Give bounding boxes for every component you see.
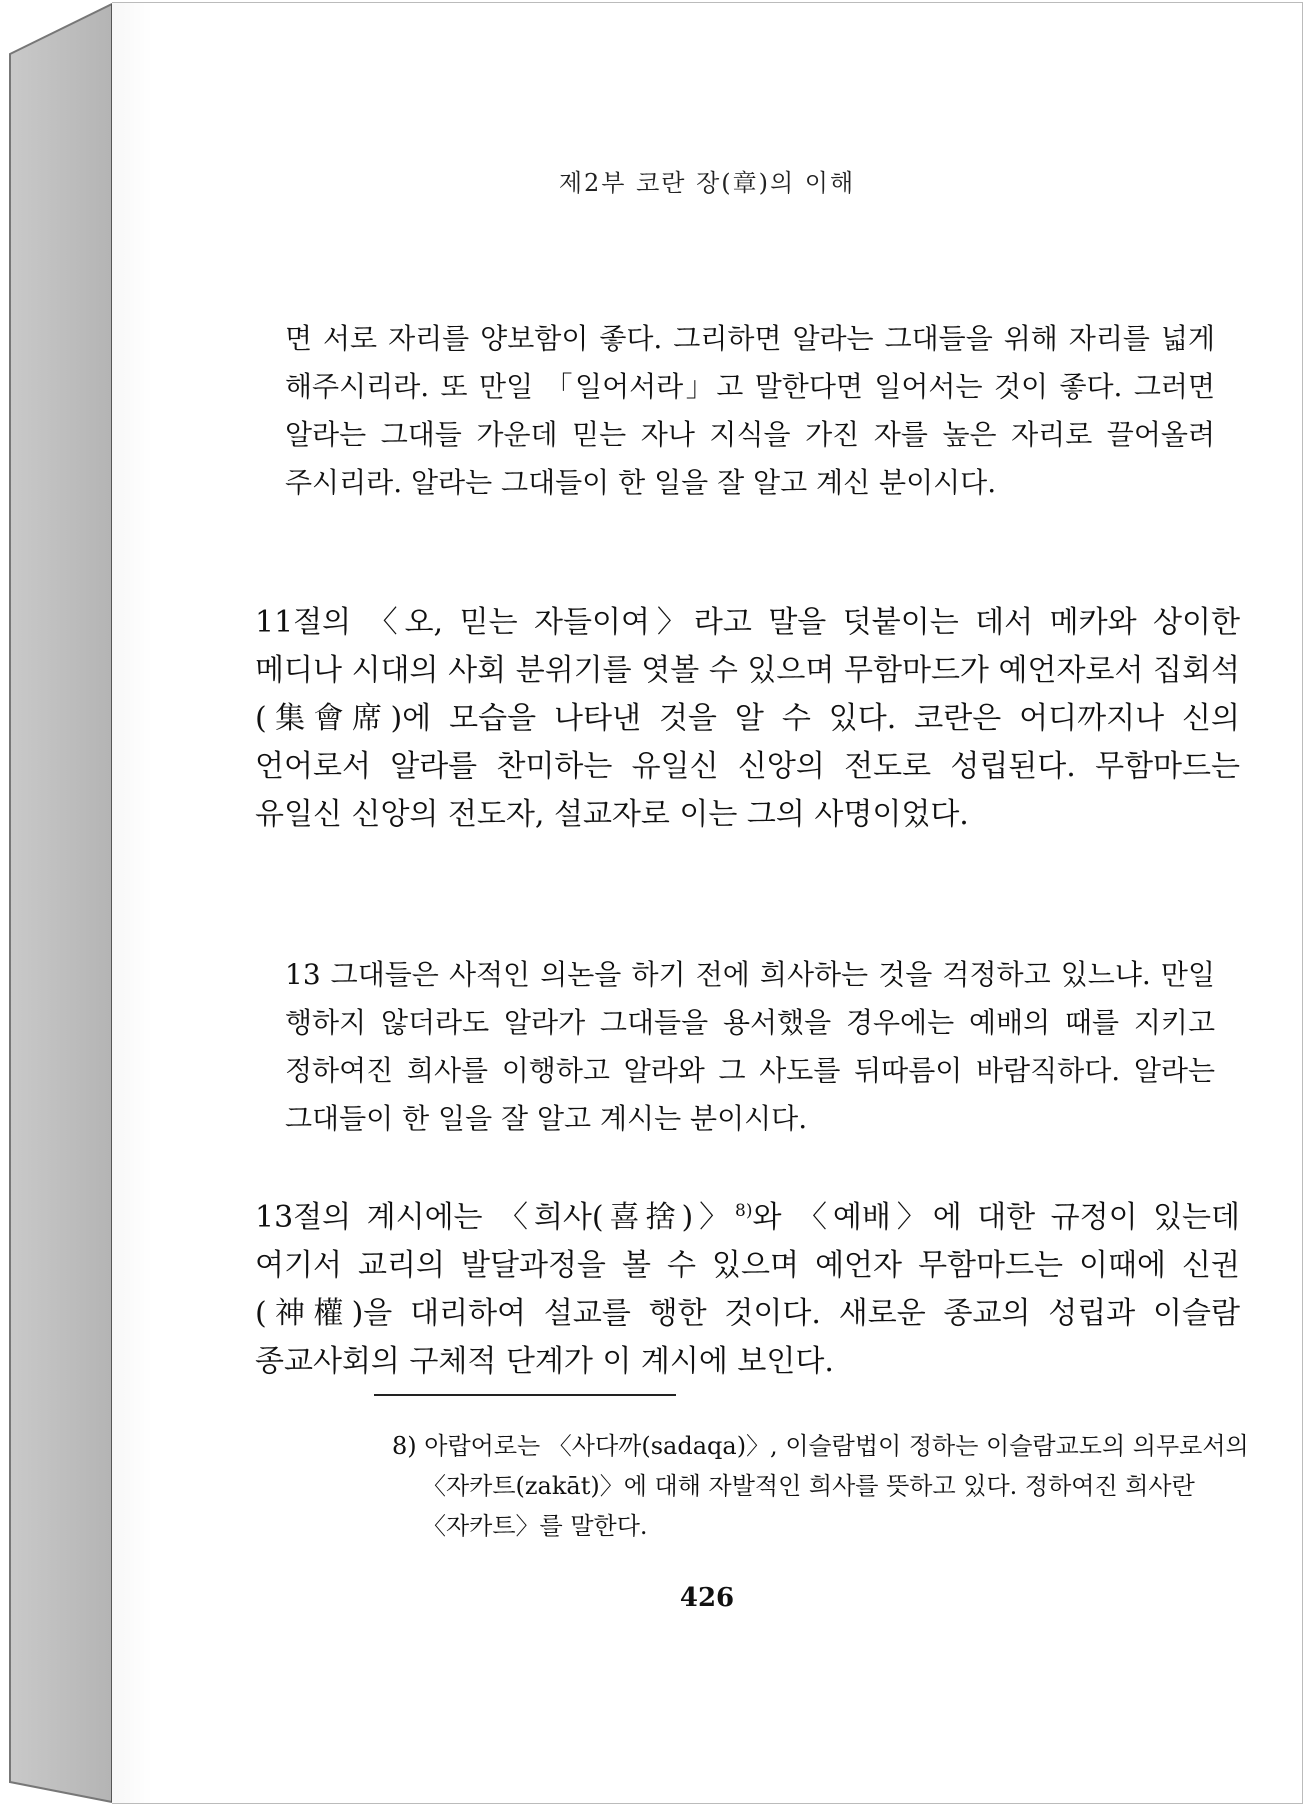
page-number: 426 (679, 1583, 735, 1613)
footnote-divider (374, 1394, 676, 1396)
book-page (112, 2, 1303, 1804)
footnote-8: 8) 아랍어로는 〈사다까(sadaqa)〉, 이슬람법이 정하는 이슬람교도의 의무로서의 〈자카트(zakāt)〉에 대해 자발적인 희사를 뜻하고 있다. 정하여진 희사란 〈자카트〉를 말한다. (392, 1432, 1249, 1540)
running-header: 제2부 코란 장(章)의 이해 (558, 169, 856, 197)
footnote-reference: 8) (735, 1201, 753, 1221)
commentary-verse-11: 11절의 〈오, 믿는 자들이여〉라고 말을 덧붙이는 데서 메카와 상이한 메디나 시대의 사회 분위기를 엿볼 수 있으며 무함마드가 예언자로서 집회석(集會席)에 모습을 나타낸 것을 알 수 있다. 코란은 어디까지나 신의 언어로서 알라를 찬미하는 유일신 신앙의 전도로 성립된다. 무함마드는 유일신 신앙의 전도자, 설교자로 이는 그의 사명이었다. (255, 605, 1240, 832)
commentary-13-part-1: 13절의 계시에는 〈희사(喜捨)〉 (255, 1200, 736, 1235)
book-edge-illustration (8, 2, 118, 1804)
verse-13 (285, 951, 1215, 1143)
commentary-verse-13 (255, 1187, 1240, 1386)
commentary-13-part-2: 와 〈예배〉에 대한 규정이 있는데 여기서 교리의 발달과정을 볼 수 있으며 예언자 무함마드는 이때에 신권(神權)을 대리하여 설교를 행한 것이다. 새로운 종교의 성립과 이슬람 종교사회의 구체적 단계가 이 계시에 보인다. (255, 1200, 1241, 1379)
verse-13-text: 그대들은 사적인 의논을 하기 전에 희사하는 것을 걱정하고 있느냐. 만일 행하지 않더라도 알라가 그대들을 용서했을 경우에는 예배의 때를 지키고 정하여진 희사를 이행하고 알라와 그 사도를 뒤따름이 바람직하다. 알라는 그대들이 한 일을 잘 알고 계시는 분이시다. (285, 958, 1215, 1135)
verse-number: 13 (285, 958, 321, 991)
verse-11-continuation: 면 서로 자리를 양보함이 좋다. 그리하면 알라는 그대들을 위해 자리를 넓게 해주시리라. 또 만일 「일어서라」고 말한다면 일어서는 것이 좋다. 그러면 알라는 그대들 가운데 믿는 자나 지식을 가진 자를 높은 자리로 끌어올려 주시리라. 알라는 그대들이 한 일을 잘 알고 계신 분이시다. (285, 322, 1215, 499)
